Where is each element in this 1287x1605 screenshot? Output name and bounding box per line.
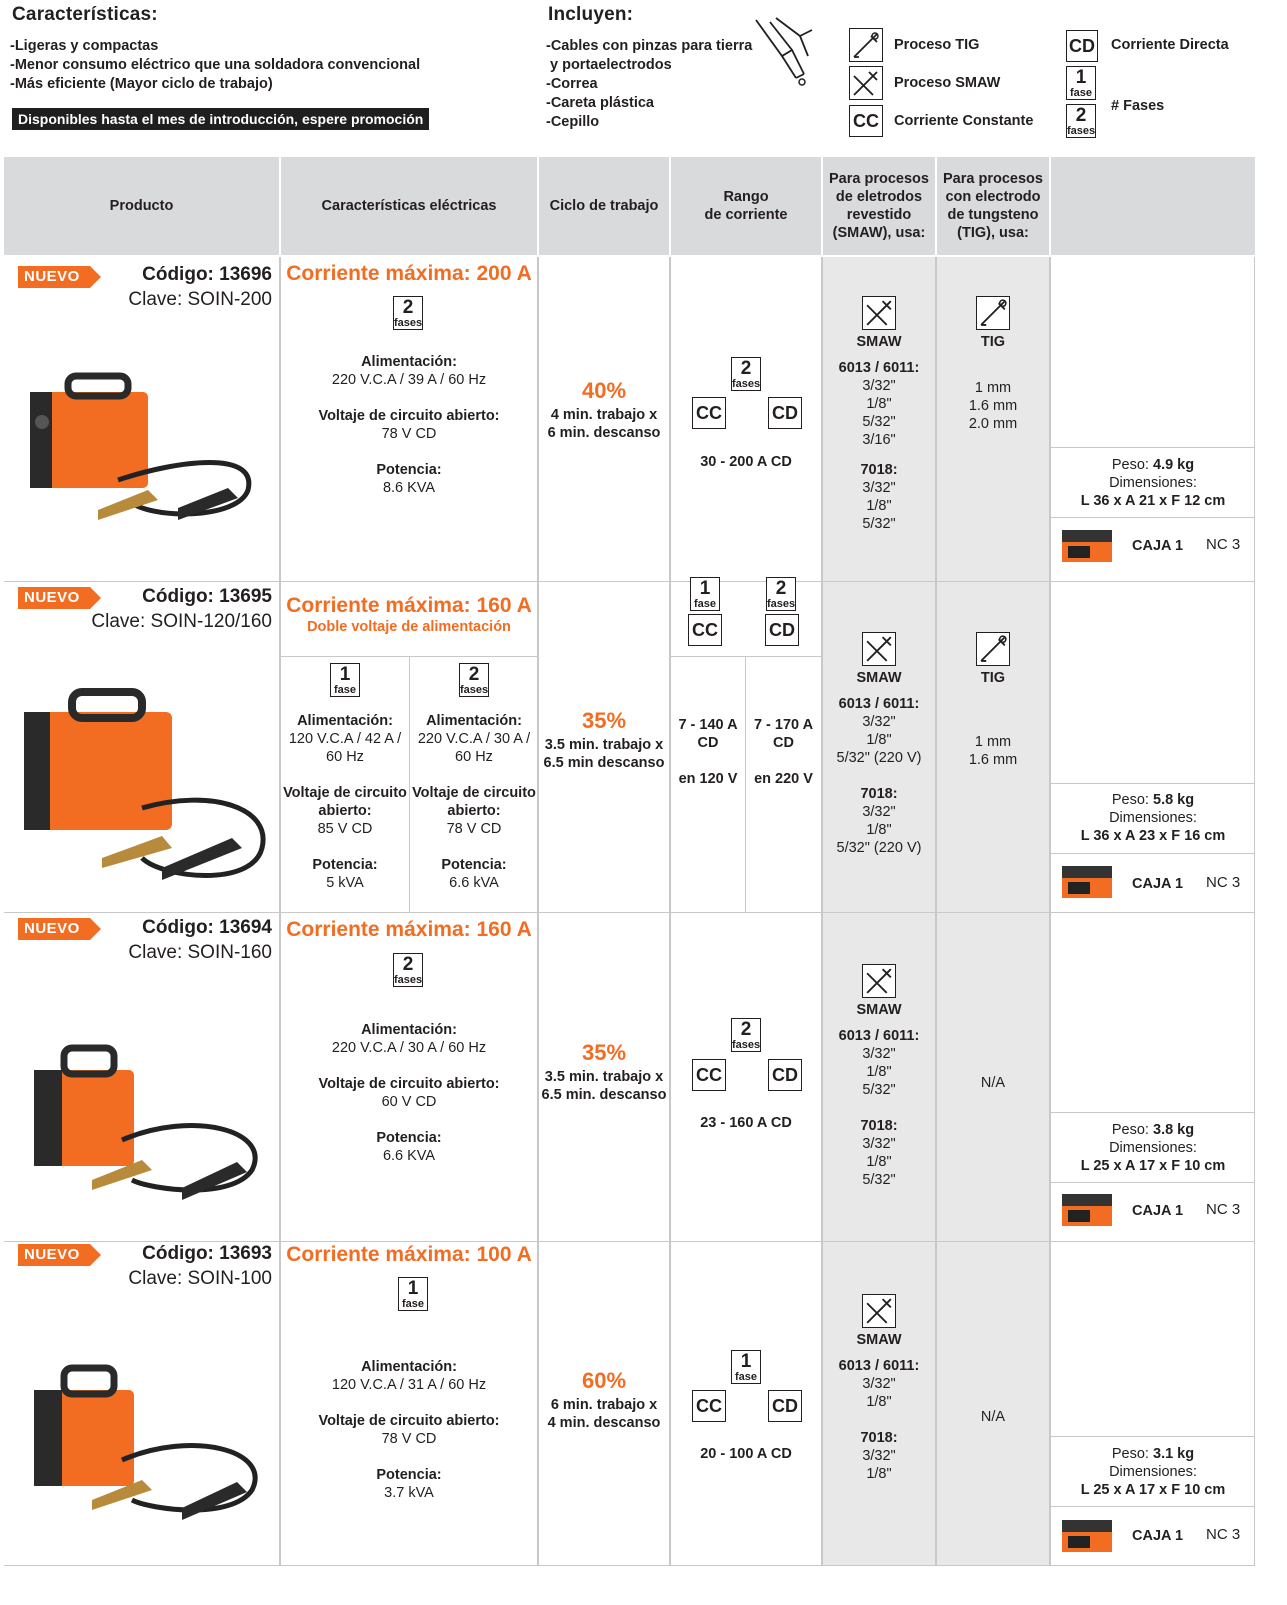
two-phase-icon: 2 fases xyxy=(731,357,761,390)
includes-item: -Cepillo xyxy=(546,114,600,130)
nuevo-badge: NUEVO xyxy=(18,587,90,609)
product-id-13696 xyxy=(120,264,272,324)
two-phase-icon: 2 fases xyxy=(393,953,423,986)
header-tig: Para procesos con electrodo de tungsteno (TIG), usa: xyxy=(937,157,1049,255)
nc-code: NC 3 xyxy=(1206,1526,1241,1543)
product-clave: Clave: SOIN-120/160 xyxy=(91,611,272,632)
promo-banner: Disponibles hasta el mes de introducción, espere promoción xyxy=(12,108,429,130)
smaw-electrodes: SMAW 6013 / 6011: 3/32" 1/8" 7018: 3/32" 1/8" xyxy=(823,1294,935,1483)
cc-icon: CC xyxy=(692,1059,726,1091)
cc-icon: CC xyxy=(849,105,883,137)
one-phase-icon: 1 fase xyxy=(731,1350,761,1384)
features-item: -Ligeras y compactas xyxy=(10,38,159,54)
two-phase-icon: 2 fases xyxy=(393,296,423,329)
box-quantity: CAJA 1 xyxy=(1132,1203,1184,1219)
tig-electrodes: TIG 1 mm 1.6 mm xyxy=(937,632,1049,769)
box-image xyxy=(1062,1516,1112,1552)
includes-list xyxy=(546,37,752,132)
package-info: Peso: 3.8 kg Dimensiones: L 25 x A 17 x F 10 cm xyxy=(1080,1122,1226,1174)
product-clave: Clave: SOIN-100 xyxy=(128,1268,272,1289)
welder-13693-image xyxy=(32,1360,272,1530)
duty-cycle: 35% 3.5 min. trabajo x 6.5 min descanso xyxy=(543,708,665,771)
current-range-120v: 7 - 140 A CD en 120 V xyxy=(678,717,738,787)
smaw-electrodes: SMAW 6013 / 6011: 3/32" 1/8" 5/32" 3/16" 7018: 3/32" 1/8" 5/32" xyxy=(823,296,935,533)
box-quantity: CAJA 1 xyxy=(1132,538,1184,554)
smaw-process-icon xyxy=(849,66,883,100)
product-code: Código: 13693 xyxy=(142,1243,272,1264)
tig-column-bg xyxy=(937,257,1049,1565)
nuevo-badge: NUEVO xyxy=(18,1244,90,1266)
cc-icon: CC xyxy=(692,1390,726,1422)
duty-cycle: 40% 4 min. trabajo x 6 min. descanso xyxy=(547,378,661,441)
includes-item: y portaelectrodos xyxy=(550,57,672,73)
product-clave: Clave: SOIN-200 xyxy=(128,289,272,310)
includes-item: -Correa xyxy=(546,76,598,92)
max-current: Corriente máxima: 100 A xyxy=(286,1243,532,1266)
product-clave: Clave: SOIN-160 xyxy=(128,942,272,963)
electrical-specs-120v: Alimentación: 120 V.C.A / 42 A / 60 Hz Voltaje de circuito abierto: 85 V CD Potencia: 5 kVA xyxy=(283,713,407,891)
nc-code: NC 3 xyxy=(1206,874,1241,891)
header-empty xyxy=(1051,157,1255,255)
two-phase-icon: 2 fases xyxy=(766,577,796,610)
legend-cc-label: Corriente Constante xyxy=(894,113,1034,129)
current-range: 20 - 100 A CD xyxy=(700,1446,792,1462)
box-image xyxy=(1062,862,1112,898)
duty-cycle: 60% 6 min. trabajo x 4 min. descanso xyxy=(547,1368,661,1431)
header-rango: Rango de corriente xyxy=(671,157,821,255)
max-current: Corriente máxima: 160 A xyxy=(286,594,532,617)
package-info: Peso: 5.8 kg Dimensiones: L 36 x A 23 x F 16 cm xyxy=(1080,792,1226,844)
tig-not-applicable: N/A xyxy=(980,1075,1006,1091)
max-current: Corriente máxima: 200 A xyxy=(286,262,532,285)
legend-phases-label: # Fases xyxy=(1111,98,1165,114)
box-quantity: CAJA 1 xyxy=(1132,876,1184,892)
product-id-13694 xyxy=(120,917,272,977)
features-item: -Menor consumo eléctrico que una soldadora convencional xyxy=(10,57,421,73)
legend-tig-label: Proceso TIG xyxy=(894,37,980,53)
electrical-specs: Alimentación: 220 V.C.A / 39 A / 60 Hz Voltaje de circuito abierto: 78 V CD Potencia: 8.6 KVA xyxy=(318,354,500,496)
cc-icon: CC xyxy=(688,614,722,646)
smaw-process-icon xyxy=(862,296,896,330)
header-producto: Producto xyxy=(4,157,279,255)
includes-item: -Cables con pinzas para tierra xyxy=(546,38,753,54)
features-list xyxy=(10,37,420,94)
cc-icon: CC xyxy=(692,397,726,429)
nc-code: NC 3 xyxy=(1206,536,1241,553)
product-code: Código: 13694 xyxy=(142,917,272,938)
includes-item: -Careta plástica xyxy=(546,95,654,111)
welder-13695-image xyxy=(22,688,272,898)
tig-process-icon xyxy=(849,28,883,62)
smaw-process-icon xyxy=(862,964,896,998)
welder-13694-image xyxy=(32,1040,272,1210)
package-info: Peso: 3.1 kg Dimensiones: L 25 x A 17 x F 10 cm xyxy=(1080,1446,1226,1498)
cd-icon: CD xyxy=(768,1390,802,1422)
dual-voltage-label: Doble voltaje de alimentación xyxy=(307,619,511,635)
current-range: 23 - 160 A CD xyxy=(700,1115,792,1131)
two-phase-icon: 2 fases xyxy=(459,663,489,696)
duty-cycle: 35% 3.5 min. trabajo x 6.5 min. descanso xyxy=(541,1040,667,1103)
smaw-electrodes: SMAW 6013 / 6011: 3/32" 1/8" 5/32" 7018: 3/32" 1/8" 5/32" xyxy=(823,964,935,1189)
cd-icon: CD xyxy=(768,1059,802,1091)
legend-cd-label: Corriente Directa xyxy=(1111,37,1229,53)
tig-process-icon xyxy=(976,632,1010,666)
one-phase-icon: 1 fase xyxy=(690,577,720,611)
nc-code: NC 3 xyxy=(1206,1201,1241,1218)
one-phase-icon: 1 fase xyxy=(398,1277,428,1311)
nuevo-badge: NUEVO xyxy=(18,918,90,940)
smaw-electrodes: SMAW 6013 / 6011: 3/32" 1/8" 5/32" (220 V) 7018: 3/32" 1/8" 5/32" (220 V) xyxy=(823,632,935,857)
box-image xyxy=(1062,526,1112,562)
one-phase-icon: 1 fase xyxy=(1066,66,1096,100)
cd-icon: CD xyxy=(768,397,802,429)
product-id-13695 xyxy=(91,586,272,646)
legend-smaw-label: Proceso SMAW xyxy=(894,75,1001,91)
electrical-specs: Alimentación: 220 V.C.A / 30 A / 60 Hz Voltaje de circuito abierto: 60 V CD Potencia: 6.6 KVA xyxy=(318,1022,500,1164)
box-quantity: CAJA 1 xyxy=(1132,1528,1184,1544)
product-code: Código: 13696 xyxy=(142,264,272,285)
features-item: -Más eficiente (Mayor ciclo de trabajo) xyxy=(10,76,273,92)
cables-clamp-icon xyxy=(752,16,816,88)
includes-title: Incluyen: xyxy=(548,4,634,25)
one-phase-icon: 1 fase xyxy=(330,663,360,697)
cd-icon: CD xyxy=(1066,30,1098,62)
two-phase-icon: 2 fases xyxy=(731,1018,761,1051)
header-ciclo: Ciclo de trabajo xyxy=(539,157,669,255)
header-electricas: Características eléctricas xyxy=(281,157,537,255)
cd-icon: CD xyxy=(765,614,799,646)
current-range-220v: 7 - 170 A CD en 220 V xyxy=(753,717,814,787)
header-smaw: Para procesos de eletrodos revestido (SMAW), usa: xyxy=(823,157,935,255)
product-code: Código: 13695 xyxy=(142,586,272,607)
smaw-process-icon xyxy=(862,1294,896,1328)
box-image xyxy=(1062,1190,1112,1226)
two-phase-icon: 2 fases xyxy=(1066,104,1096,137)
smaw-process-icon xyxy=(862,632,896,666)
tig-not-applicable: N/A xyxy=(980,1409,1006,1425)
features-title: Características: xyxy=(12,4,158,25)
max-current: Corriente máxima: 160 A xyxy=(286,918,532,941)
electrical-specs-220v: Alimentación: 220 V.C.A / 30 A / 60 Hz Voltaje de circuito abierto: 78 V CD Potencia: 6.6 kVA xyxy=(412,713,536,891)
product-id-13693 xyxy=(120,1243,272,1303)
tig-electrodes: TIG 1 mm 1.6 mm 2.0 mm xyxy=(937,296,1049,433)
welder-13696-image xyxy=(28,370,268,530)
nuevo-badge: NUEVO xyxy=(18,266,90,288)
package-info: Peso: 4.9 kg Dimensiones: L 36 x A 21 x F 12 cm xyxy=(1080,457,1226,509)
tig-process-icon xyxy=(976,296,1010,330)
electrical-specs: Alimentación: 120 V.C.A / 31 A / 60 Hz Voltaje de circuito abierto: 78 V CD Potencia: 3.7 kVA xyxy=(318,1359,500,1501)
current-range: 30 - 200 A CD xyxy=(700,454,792,470)
